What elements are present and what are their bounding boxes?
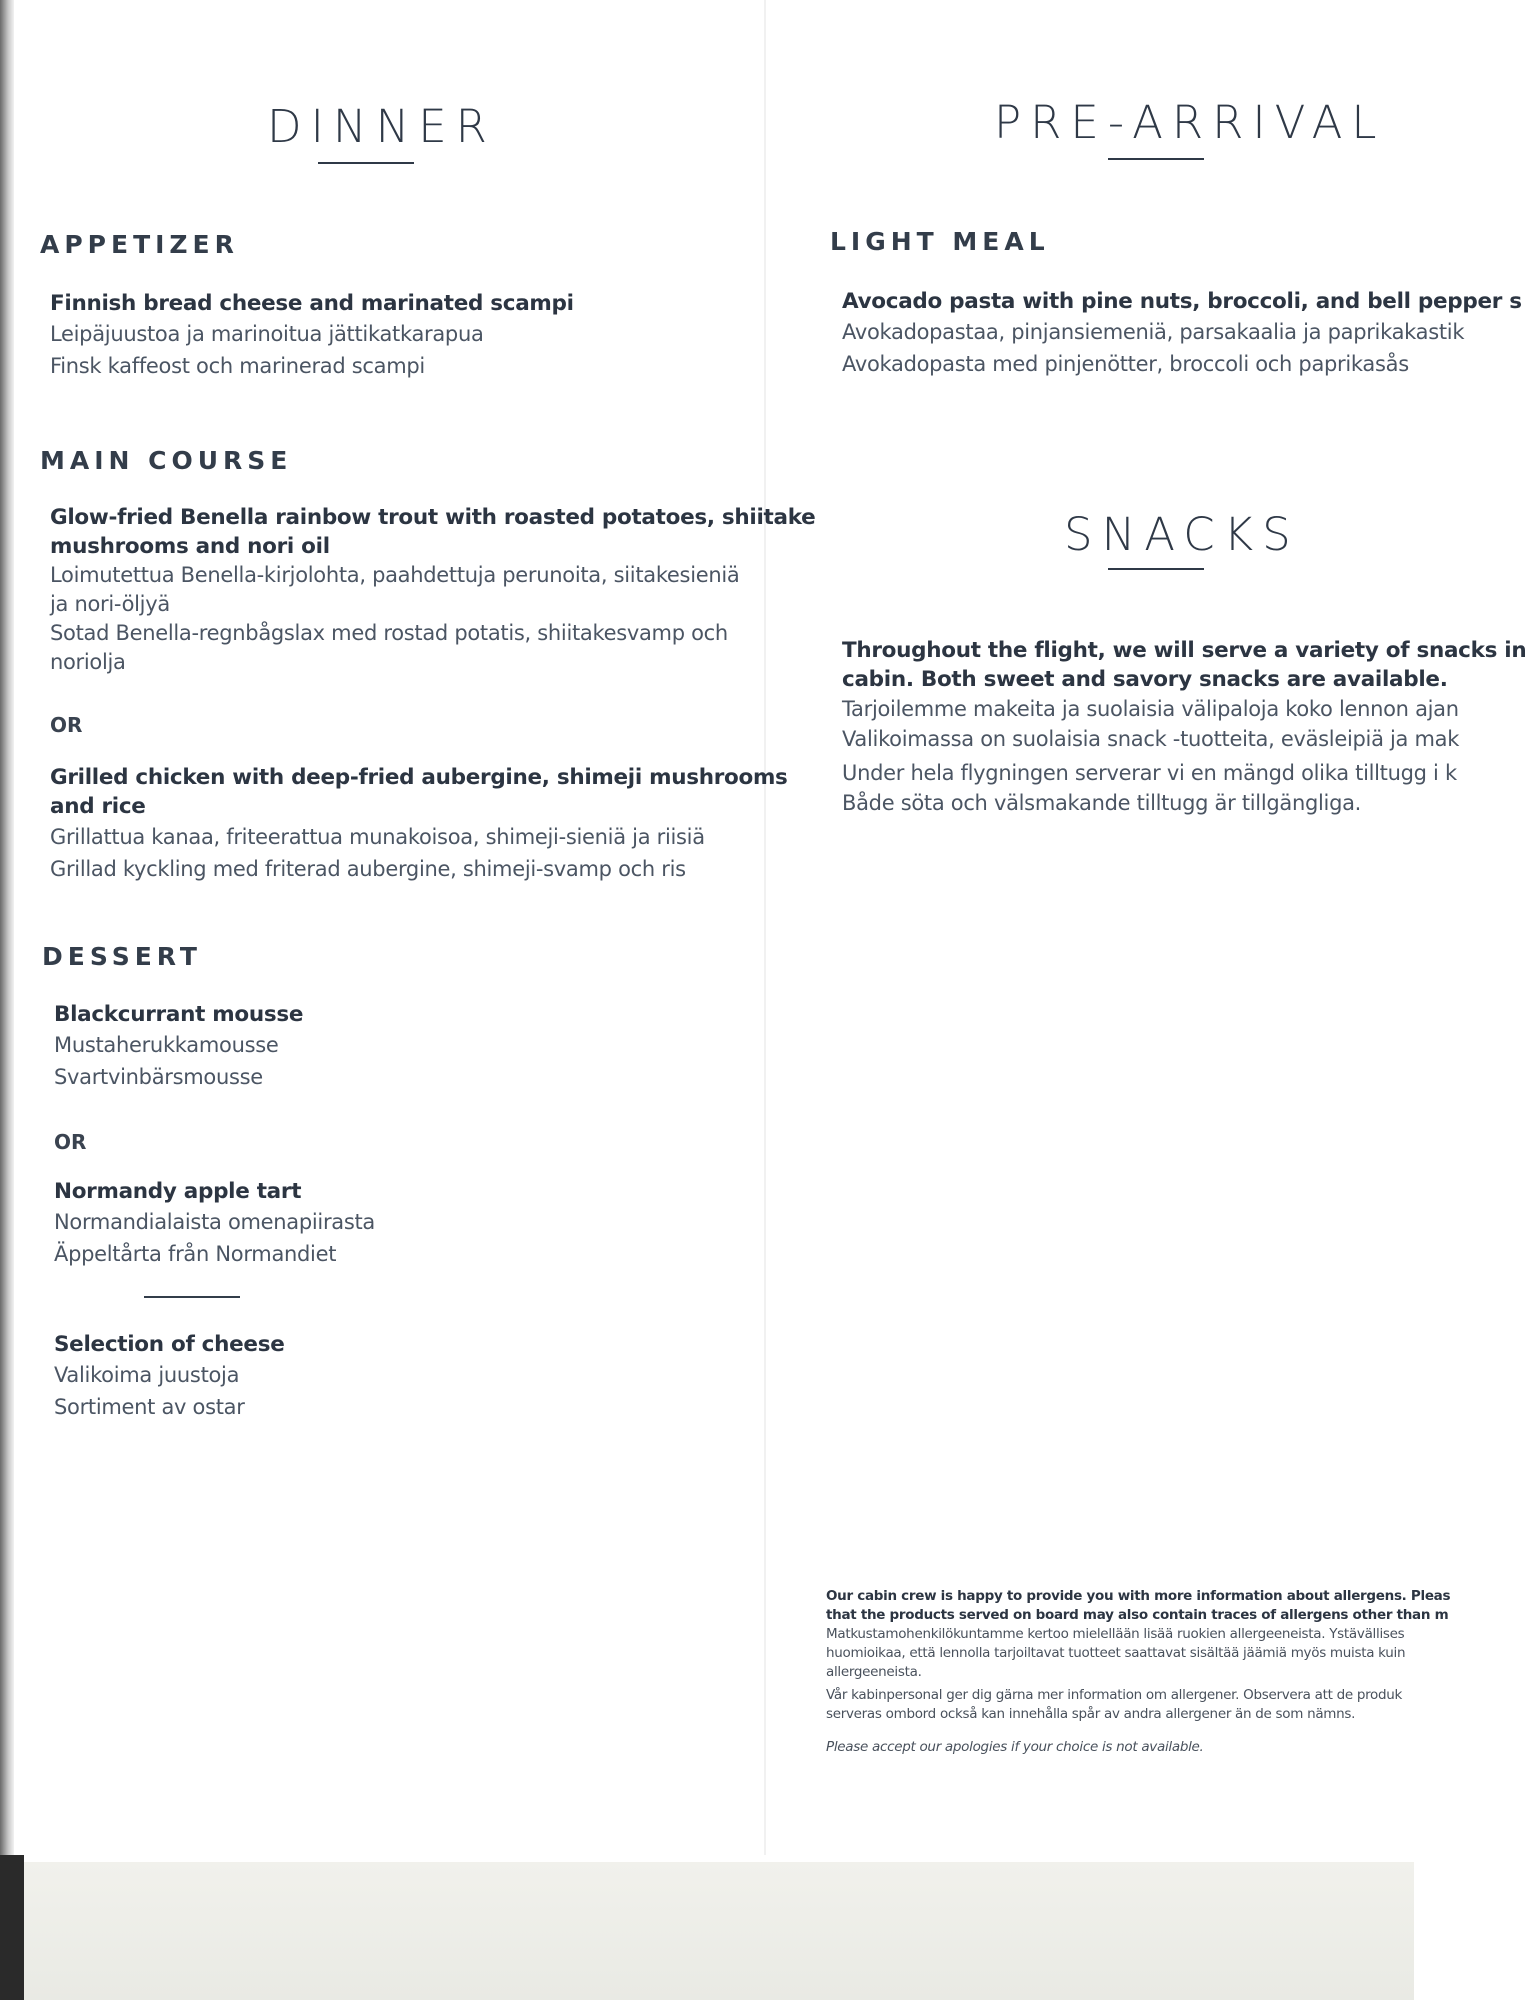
dish-name-sv: Sortiment av ostar <box>54 1395 245 1419</box>
main-course-option-2 <box>50 763 788 885</box>
section-main-course: MAIN COURSE <box>40 446 293 475</box>
allergen-fi-line2: huomioikaa, että lennolla tarjoiltavat tuotteet saattavat sisältää jäämiä myös muista kuin <box>826 1645 1406 1661</box>
apology-note: Please accept our apologies if your choice is not available. <box>826 1739 1204 1755</box>
center-fold <box>764 0 766 1855</box>
page-binding-edge <box>0 1855 24 2000</box>
dish-name-fi: Mustaherukkamousse <box>54 1033 279 1057</box>
snacks-en-line1: Throughout the flight, we will serve a variety of snacks in <box>842 638 1526 663</box>
dish-name-en: Finnish bread cheese and marinated scampi <box>50 291 574 316</box>
allergen-sv-line1: Vår kabinpersonal ger dig gärna mer information om allergener. Observera att de produk <box>826 1687 1403 1703</box>
snacks-fi-line1: Tarjoilemme makeita ja suolaisia välipaloja koko lennon ajan <box>842 697 1459 721</box>
snacks-description <box>842 636 1526 818</box>
main-course-option-1 <box>50 503 815 677</box>
dish-name-sv-line2: noriolja <box>50 650 126 674</box>
dish-name-sv: Finsk kaffeost och marinerad scampi <box>50 354 425 378</box>
allergen-sv-line2: serveras ombord också kan innehålla spår av andra allergener än de som nämns. <box>826 1706 1356 1722</box>
dish-name-sv: Grillad kyckling med friterad aubergine, shimeji-svamp och ris <box>50 857 686 881</box>
allergen-notice <box>826 1587 1450 1757</box>
allergen-en-line2: that the products served on board may also contain traces of allergens other than m <box>826 1607 1449 1623</box>
dish-name-sv: Svartvinbärsmousse <box>54 1065 263 1089</box>
snacks-sv-line2: Både söta och välsmakande tilltugg är tillgängliga. <box>842 791 1362 815</box>
dish-name-fi: Grillattua kanaa, friteerattua munakoisoa, shimeji-sieniä ja riisiä <box>50 825 705 849</box>
allergen-fi-line1: Matkustamohenkilökuntamme kertoo mielellään lisää ruokien allergeeneista. Ystävällises <box>826 1626 1405 1642</box>
dish-name-en-line1: Glow-fried Benella rainbow trout with roasted potatoes, shiitake <box>50 505 816 530</box>
dessert-or: OR <box>54 1130 87 1154</box>
page-title-snacks: SNACKS <box>1064 508 1300 561</box>
scan-bottom-strip <box>24 1862 1414 2000</box>
dessert-divider <box>144 1296 240 1298</box>
dish-name-fi: Leipäjuustoa ja marinoitua jättikatkarapua <box>50 322 484 346</box>
snacks-en-line2: cabin. Both sweet and savory snacks are available. <box>842 667 1448 692</box>
dish-name-sv: Avokadopasta med pinjenötter, broccoli och paprikasås <box>842 352 1409 376</box>
section-light-meal: LIGHT MEAL <box>830 227 1050 256</box>
dessert-option-2 <box>54 1177 375 1270</box>
section-dessert: DESSERT <box>42 942 202 971</box>
dessert-option-1 <box>54 1000 303 1093</box>
allergen-en-line1: Our cabin crew is happy to provide you with more information about allergens. Pleas <box>826 1588 1451 1604</box>
dish-name-sv-line1: Sotad Benella-regnbågslax med rostad potatis, shiitakesvamp och <box>50 621 728 645</box>
dish-name-en: Normandy apple tart <box>54 1179 302 1204</box>
snacks-sv-line1: Under hela flygningen serverar vi en mängd olika tilltugg i k <box>842 761 1457 785</box>
cheese-selection <box>54 1330 284 1423</box>
light-meal-item <box>842 287 1522 380</box>
allergen-fi-line3: allergeeneista. <box>826 1664 922 1680</box>
page-title-dinner: DINNER <box>267 100 496 153</box>
dish-name-fi: Avokadopastaa, pinjansiemeniä, parsakaalia ja paprikakastik <box>842 320 1465 344</box>
main-course-or: OR <box>50 713 83 737</box>
dish-name-fi: Valikoima juustoja <box>54 1363 240 1387</box>
dish-name-fi-line1: Loimutettua Benella-kirjolohta, paahdettuja perunoita, siitakesieniä <box>50 563 740 587</box>
section-appetizer: APPETIZER <box>40 230 239 259</box>
page-title-pre-arrival: PRE-ARRIVAL <box>994 96 1386 149</box>
dish-name-en: Blackcurrant mousse <box>54 1002 304 1027</box>
dish-name-en-line1: Grilled chicken with deep-fried aubergine, shimeji mushrooms <box>50 765 788 790</box>
title-rule <box>1108 158 1204 160</box>
dish-name-en-line2: and rice <box>50 794 146 819</box>
title-rule <box>1108 568 1204 570</box>
dish-name-fi: Normandialaista omenapiirasta <box>54 1210 375 1234</box>
title-rule <box>318 162 414 164</box>
appetizer-item <box>50 289 574 382</box>
pre-arrival-page <box>826 0 1526 1855</box>
page-binding-shadow <box>0 0 14 1870</box>
snacks-fi-line2: Valikoimassa on suolaisia snack -tuotteita, eväsleipiä ja mak <box>842 727 1460 751</box>
dish-name-en-line2: mushrooms and nori oil <box>50 534 330 559</box>
dish-name-sv: Äppeltårta från Normandiet <box>54 1242 337 1266</box>
dish-name-en: Avocado pasta with pine nuts, broccoli, and bell pepper s <box>842 289 1522 314</box>
dish-name-fi-line2: ja nori-öljyä <box>50 592 170 616</box>
dish-name-en: Selection of cheese <box>54 1332 285 1357</box>
